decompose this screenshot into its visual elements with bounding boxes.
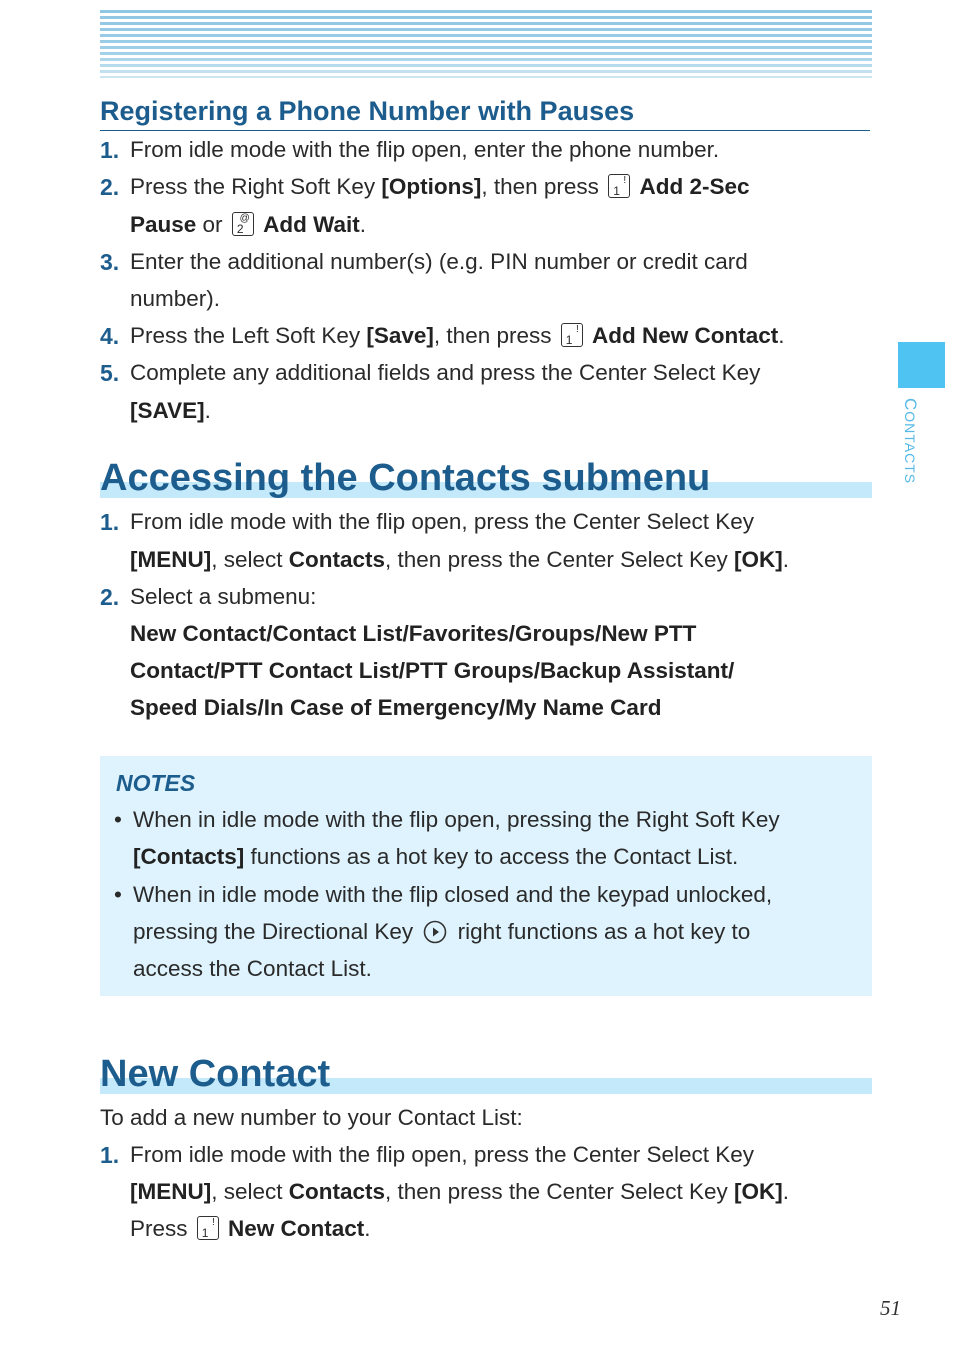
step-text: [SAVE]. [130,398,211,423]
step-text: number). [130,286,221,311]
key-1-icon: 1 ! [197,1216,219,1240]
note-text: When in idle mode with the flip closed and the keypad unlocked, [133,882,773,907]
step-text: From idle mode with the flip open, press the Center Select Key [130,509,755,534]
step-text: Select a submenu: [130,584,317,609]
page-number: 51 [880,1296,901,1320]
step-text: [MENU], select Contacts, then press the Center Select Key [OK]. [130,547,789,572]
key-2-icon: 2 @ [232,212,254,236]
key-1-icon: 1 ! [608,174,630,198]
step-text: Enter the additional number(s) (e.g. PIN number or credit card [130,249,748,274]
step-text: Pause or 2 @ Add Wait. [130,212,366,237]
key-1-icon: 1 ! [561,323,583,347]
note-text: [Contacts] functions as a hot key to access the Contact List. [133,844,739,869]
subheading-pauses: Registering a Phone Number with Pauses [100,94,870,131]
header-decoration [100,10,872,78]
submenu-list: Speed Dials/In Case of Emergency/My Name Card [130,695,662,720]
notes-title: NOTES [116,770,196,796]
directional-key-right-icon [423,920,447,944]
submenu-list: New Contact/Contact List/Favorites/Groups/New PTT [130,621,697,646]
step-text: Press the Left Soft Key [Save], then press 1 ! Add New Contact. [130,323,785,348]
bullet: • [114,882,122,907]
step-text: Press the Right Soft Key [Options], then press 1 ! Add 2-Sec [130,174,750,199]
note-text: access the Contact List. [133,956,372,981]
step-text: From idle mode with the flip open, enter the phone number. [130,137,720,162]
step-number: 3. [100,249,120,275]
step-text: From idle mode with the flip open, press the Center Select Key [130,1142,755,1167]
chapter-tab [898,342,945,388]
step-number: 1. [100,509,120,535]
note-text: pressing the Directional Key right functions as a hot key to [133,919,751,944]
step-number: 5. [100,360,120,386]
note-text: When in idle mode with the flip open, pressing the Right Soft Key [133,807,780,832]
step-number: 2. [100,174,120,200]
intro-text: To add a new number to your Contact List: [100,1105,523,1130]
step-number: 1. [100,137,120,163]
submenu-list: Contact/PTT Contact List/PTT Groups/Backup Assistant/ [130,658,735,683]
step-number: 2. [100,584,120,610]
step-number: 4. [100,323,120,349]
step-text: Press 1 ! New Contact. [130,1216,371,1241]
section-title-new-contact: New Contact [100,1054,872,1098]
step-text: [MENU], select Contacts, then press the Center Select Key [OK]. [130,1179,789,1204]
step-text: Complete any additional fields and press the Center Select Key [130,360,761,385]
step-number: 1. [100,1142,120,1168]
chapter-label: CONTACTS [901,398,920,485]
section-title-submenu: Accessing the Contacts submenu [100,458,872,502]
bullet: • [114,807,122,832]
